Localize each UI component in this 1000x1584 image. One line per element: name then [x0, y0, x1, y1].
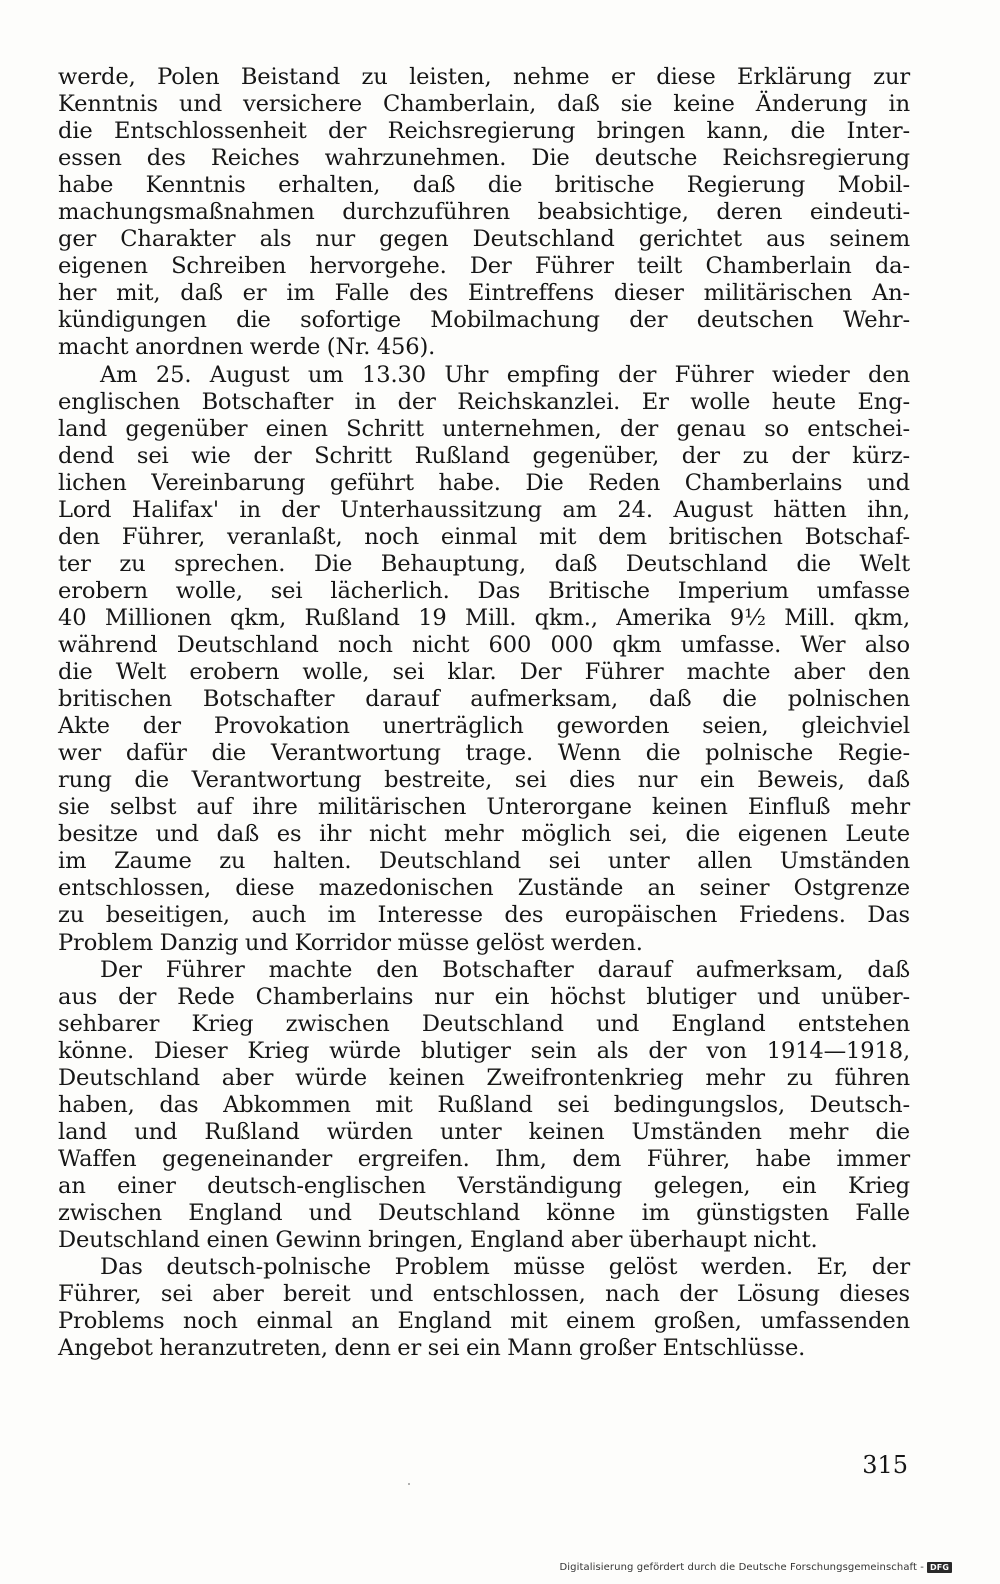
text-line: Der Führer machte den Botschafter darauf aufmerksam, daß — [100, 956, 910, 983]
text-line: her mit, daß er im Falle des Eintreffens dieser militärischen An- — [58, 280, 910, 307]
paragraph — [58, 64, 910, 362]
text-line: kündigungen die sofortige Mobilmachung der deutschen Wehr- — [58, 307, 910, 334]
text-line: an einer deutsch-englischen Verständigung gelegen, ein Krieg — [58, 1172, 910, 1199]
text-line: die Welt erobern wolle, sei klar. Der Führer machte aber den — [58, 659, 910, 686]
text-line: sehbarer Krieg zwischen Deutschland und England entstehen — [58, 1010, 910, 1037]
dfg-logo: DFG — [927, 1562, 952, 1573]
text-line: land gegenüber einen Schritt unternehmen, der genau so entschei- — [58, 415, 910, 442]
paragraph — [58, 362, 910, 957]
text-line: entschlossen, diese mazedonischen Zustände an seiner Ostgrenze — [58, 875, 910, 902]
body-text — [58, 64, 910, 1362]
credit-text: Digitalisierung gefördert durch die Deutsche Forschungsgemeinschaft - — [559, 1562, 925, 1573]
text-line: Angebot heranzutreten, denn er sei ein Mann großer Entschlüsse. — [58, 1335, 806, 1362]
text-line: Problem Danzig und Korridor müsse gelöst werden. — [58, 929, 643, 956]
text-line: werde, Polen Beistand zu leisten, nehme er diese Erklärung zur — [58, 64, 910, 90]
text-line: Das deutsch-polnische Problem müsse gelöst werden. Er, der — [100, 1254, 910, 1281]
text-line: Lord Halifax' in der Unterhaussitzung am 24. August hätten ihn, — [58, 496, 910, 523]
text-line: Deutschland einen Gewinn bringen, England aber überhaupt nicht. — [58, 1227, 818, 1254]
text-line: wer dafür die Verantwortung trage. Wenn die polnische Regie- — [58, 740, 910, 767]
text-line: Deutschland aber würde keinen Zweifrontenkrieg mehr zu führen — [58, 1064, 910, 1091]
text-line: Führer, sei aber bereit und entschlossen, nach der Lösung dieses — [58, 1281, 910, 1308]
text-line: lichen Vereinbarung geführt habe. Die Reden Chamberlains und — [58, 469, 910, 496]
paragraph — [58, 1254, 910, 1362]
text-line: während Deutschland noch nicht 600 000 qkm umfasse. Wer also — [58, 631, 910, 658]
text-line: land und Rußland würden unter keinen Umständen mehr die — [58, 1118, 910, 1145]
text-line: Am 25. August um 13.30 Uhr empfing der Führer wieder den — [100, 361, 910, 388]
text-line: sie selbst auf ihre militärischen Unterorgane keinen Einfluß mehr — [58, 794, 910, 821]
text-line: dend sei wie der Schritt Rußland gegenüber, der zu der kürz- — [58, 442, 910, 469]
text-line: habe Kenntnis erhalten, daß die britische Regierung Mobil- — [58, 172, 910, 199]
text-line: 40 Millionen qkm, Rußland 19 Mill. qkm., Amerika 9½ Mill. qkm, — [58, 604, 910, 631]
text-line: macht anordnen werde (Nr. 456). — [58, 334, 436, 361]
text-line: zu beseitigen, auch im Interesse des europäischen Friedens. Das — [58, 902, 910, 929]
digitization-credit — [559, 1562, 952, 1573]
text-line: essen des Reiches wahrzunehmen. Die deutsche Reichsregierung — [58, 145, 910, 172]
text-line: Waffen gegeneinander ergreifen. Ihm, dem Führer, habe immer — [58, 1145, 910, 1172]
text-line: die Entschlossenheit der Reichsregierung bringen kann, die Inter- — [58, 118, 910, 145]
text-line: machungsmaßnahmen durchzuführen beabsichtige, deren eindeuti- — [58, 199, 910, 226]
text-line: im Zaume zu halten. Deutschland sei unter allen Umständen — [58, 848, 910, 875]
text-line: könne. Dieser Krieg würde blutiger sein als der von 1914—1918, — [58, 1037, 910, 1064]
text-line: ger Charakter als nur gegen Deutschland gerichtet aus seinem — [58, 226, 910, 253]
scan-speck — [408, 1483, 410, 1485]
text-line: Problems noch einmal an England mit einem großen, umfassenden — [58, 1308, 910, 1335]
text-line: aus der Rede Chamberlains nur ein höchst blutiger und unüber- — [58, 983, 910, 1010]
text-line: besitze und daß es ihr nicht mehr möglich sei, die eigenen Leute — [58, 821, 910, 848]
text-line: britischen Botschafter darauf aufmerksam, daß die polnischen — [58, 686, 910, 713]
text-line: Akte der Provokation unerträglich geworden seien, gleichviel — [58, 713, 910, 740]
text-line: erobern wolle, sei lächerlich. Das Britische Imperium umfasse — [58, 577, 910, 604]
paragraph — [58, 957, 910, 1255]
text-line: ter zu sprechen. Die Behauptung, daß Deutschland die Welt — [58, 550, 910, 577]
text-line: eigenen Schreiben hervorgehe. Der Führer teilt Chamberlain da- — [58, 253, 910, 280]
text-line: den Führer, veranlaßt, noch einmal mit dem britischen Botschaf- — [58, 523, 910, 550]
text-line: Kenntnis und versichere Chamberlain, daß sie keine Änderung in — [58, 91, 910, 118]
text-line: haben, das Abkommen mit Rußland sei bedingungslos, Deutsch- — [58, 1091, 910, 1118]
page-number: 315 — [862, 1451, 908, 1479]
text-line: rung die Verantwortung bestreite, sei dies nur ein Beweis, daß — [58, 767, 910, 794]
text-line: englischen Botschafter in der Reichskanzlei. Er wolle heute Eng- — [58, 388, 910, 415]
text-line: zwischen England und Deutschland könne im günstigsten Falle — [58, 1199, 910, 1226]
